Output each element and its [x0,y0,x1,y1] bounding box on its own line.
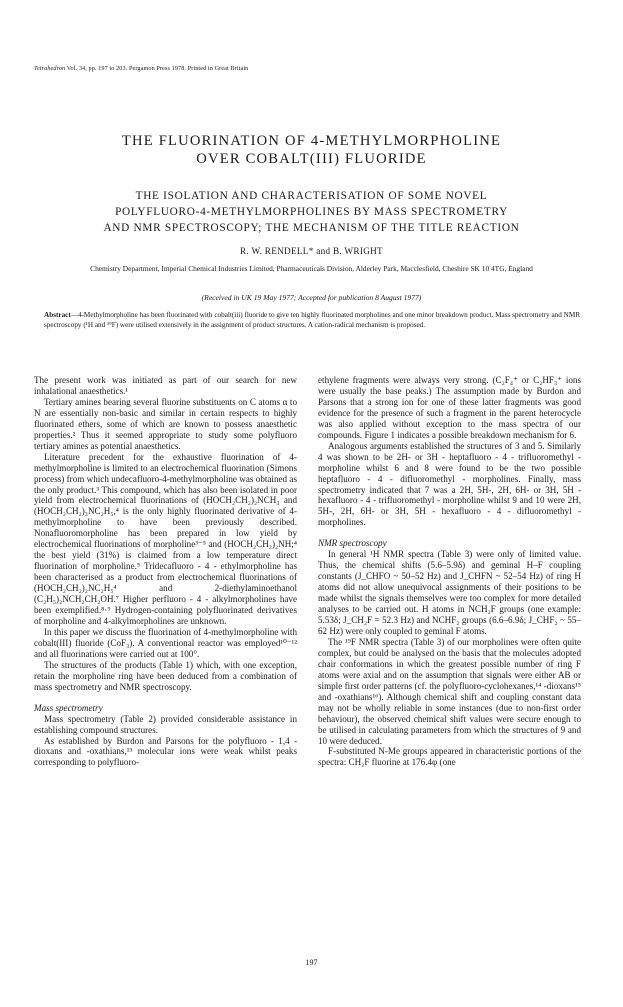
paragraph: The ¹⁹F NMR spectra (Table 3) of our morpholines were often quite complex, but could be analysed on the basis that the molecules adopted chair conformations in which the greatest possible number of ring F atoms were axial and on the assumption that signals were either AB or simple first order patterns (cf. the polyfluoro-cyclohexanes,¹⁴ -dioxans¹⁵ and -oxathians¹⁶). Although chemical shift and coupling constant data may not be wholly reliable in some instances (due to non-first order behaviour), the observed chemical shift values were secure enough to be utilised in calculating parameters from which the structures of 9 and 10 were deduced. [318,636,581,746]
paragraph: ethylene fragments were always very strong. (C₂F₄⁺ or C₂HF₃⁺ ions were usually the base peaks.) The assumption made by Burdon and Parsons that a strong ion for one of these latter fragments was good evidence for the presence of such a fragment in the parent heterocycle was also applied without exception to the mass spectra of our compounds. Figure 1 indicates a possible breakdown mechanism for 6. [318,375,581,440]
article-subtitle-line3: AND NMR SPECTROSCOPY; THE MECHANISM OF THE TITLE REACTION [103,222,520,234]
section-heading-mass-spectrometry: Mass spectrometry [34,702,103,713]
section-heading-nmr-spectroscopy: NMR spectroscopy [318,538,387,549]
article-subtitle-line2: POLYFLUORO-4-METHYLMORPHOLINES BY MASS SPECTROMETRY [115,206,508,218]
journal-header [34,65,248,72]
paragraph: Analogous arguments established the structures of 3 and 5. Similarly 4 was shown to be 2H- or 3H - heptafluoro - 4 - trifluoromethyl - morpholine whilst 6 and 8 were found to be the two possible heptafluoro - 4 - difluoromethyl - morpholines. Finally, mass spectrometry indicated that 7 was a 2H, 5H-, 2H, 6H- or 3H, 5H - hexafluoro - 4 - trifluoromethyl - morpholine whilst 9 and 10 were 2H, 5H-, 2H, 6H- or 3H, 5H - hexafluoro - 4 - difluoromethyl - morpholines. [318,440,581,528]
right-column [318,375,581,768]
page-number: 197 [305,958,318,967]
paragraph: In this paper we discuss the fluorination of 4-methylmorpholine with cobalt(III) fluoride (CoF₃). A conventional reactor was employed¹⁰⁻¹² and all fluorinations were carried out at 100°. [34,626,297,659]
paragraph: In general ¹H NMR spectra (Table 3) were only of limited value. Thus, the chemical shifts (5.6–5.9δ) and geminal H–F coupling constants (J_CHFO ~ 50–52 Hz) and J_CHFN ~ 52–54 Hz) of ring H atoms did not allow unequivocal assignments of their positions to be made whilst the signals themselves were too complex for more detailed analyses to be carried out. H atoms in NCH₂F groups (one example: 5.53δ; J_CH₂F = 52.3 Hz) and NCHF₂ groups (6.6–6.9δ; J_CHF₂ ~ 55–62 Hz) were only coupled to geminal F atoms. [318,549,581,636]
paragraph: As established by Burdon and Parsons for the polyfluoro - 1,4 - dioxans and -oxathians,¹³ molecular ions were weak whilst peaks corresponding to polyfluoro- [34,735,297,768]
paragraph: Mass spectrometry (Table 2) provided considerable assistance in establishing compound structures. [34,713,297,735]
article-title-line2: OVER COBALT(III) FLUORIDE [196,151,427,167]
journal-name: Tetrahedron [34,65,66,72]
abstract-label: Abstract [44,311,71,319]
author-affiliation: Chemistry Department, Imperial Chemical Industries Limited, Pharmaceuticals Division, Alderley Park, Macclesfield, Cheshire SK 10 4TG, England [90,264,533,273]
abstract [44,310,580,330]
paragraph: Tertiary amines bearing several fluorine substituents on C atoms α to N are essentially non-basic and similar in certain respects to highly fluorinated ethers, some of which are known to possess anaesthetic properties.² Thus it seemed appropriate to study some polyfluoro tertiary amines as potential anaesthetics. [34,396,297,451]
received-dates: (Received in UK 19 May 1977; Accepted for publication 8 August 1977) [201,293,422,302]
author-list: R. W. RENDELL* and B. WRIGHT [240,246,383,256]
paragraph: The present work was initiated as part of our search for new inhalational anaesthetics.¹ [34,375,297,396]
left-column [34,375,297,768]
abstract-text: —4-Methylmorpholine has been fluorinated with cobalt(iii) fluoride to give ten highly fluorinated morpholines and one minor breakdown product. Mass spectrometry and NMR spectroscopy (¹H and ¹⁹F) were utilised extensively in the assignment of product structures. A cation-radical mechanism is proposed. [44,311,580,329]
article-subtitle-line1: THE ISOLATION AND CHARACTERISATION OF SOME NOVEL [135,190,488,202]
paragraph: The structures of the products (Table 1) which, with one exception, retain the morpholine ring have been deduced from a combination of mass spectrometry and NMR spectroscopy. [34,659,297,692]
article-title-line1: THE FLUORINATION OF 4-METHYLMORPHOLINE [121,133,502,149]
paragraph: F-substituted N-Me groups appeared in characteristic portions of the spectra: CH₂F fluorine at 176.4φ (one [318,746,581,768]
journal-citation: Vol. 34, pp. 197 to 203. Pergamon Press 1978. Printed in Great Britain [65,65,249,72]
paragraph: Literature precedent for the exhaustive fluorination of 4-methylmorpholine is limited to an electrochemical fluorination (Simons process) from which undecafluoro-4-methylmorpholine was obtained as the only product.³ This compound, which has also been isolated in poor yield from electrochemical fluorinations of (HOCH₂CH₂)₂NCH₃ and (HOCH₂CH₂)₃NC₂H₅,⁴ is the only highly fluorinated derivative of 4-methylmorpholine to have been previously described. Nonafluoromorpholine has been prepared in low yield by electrochemical fluorinations of morpholine³⁻⁵ and (HOCH₂CH₂)₂NH;⁴ the best yield (31%) is claimed from a low temperature direct fluorination of morpholine.⁵ Tridecafluoro - 4 - ethylmorpholine has been characterised as a product from electrochemical fluorinations of (HOCH₂CH₂)₂NC₂H₅⁴ and 2-diethylaminoethanol (C₂H₅)₂NCH₂CH₂OH.⁷ Higher perfluoro - 4 - alkylmorpholines have been exemplified.⁸·⁹ Hydrogen-containing polyfluorinated derivatives of morpholine and 4-alkylmorpholines are unknown. [34,451,297,626]
